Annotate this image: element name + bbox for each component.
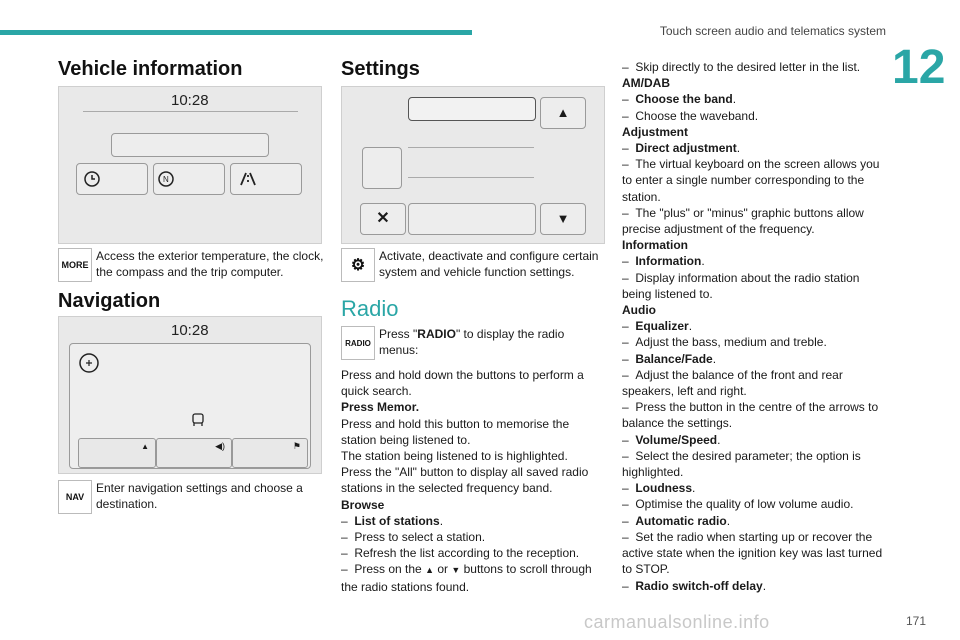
close-button[interactable] [360,203,406,235]
divider [408,177,534,178]
radio-heading: Radio [341,296,399,321]
radio-column [341,367,605,595]
scroll-up-button[interactable] [540,97,586,129]
watermark: carmanualsonline.info [584,612,770,632]
trip-computer-button[interactable] [230,163,302,195]
audio-title: Audio [622,303,656,318]
nav-icon: NAV [58,480,92,514]
list-item: – Set the radio when starting up or recover the active state when the ignition key was last turned to STOP. [622,529,883,577]
nav-voice-button[interactable] [156,438,232,468]
more-icon: MORE [58,248,92,282]
search-icon [74,348,104,378]
list-item: – Choose the waveband. [622,108,759,123]
list-item: – Balance/Fade. [622,351,717,366]
list-item: – Optimise the quality of low volume audio. [622,497,854,512]
settings-selected-item[interactable] [408,97,536,121]
list-item: – Press the button in the centre of the arrows to balance the settings. [622,400,879,431]
chapter-number: 12 [892,41,946,94]
clock-button[interactable] [76,163,148,195]
vehicle-info-heading: Vehicle information [58,58,243,80]
list-item: – Radio switch-off delay. [622,578,767,593]
settings-thumbnail [362,147,402,189]
list-item: – Loudness. [622,481,696,496]
quick-search-text: Press and hold down the buttons to perform a quick search. [341,368,584,399]
navigation-description: Enter navigation settings and choose a destination. [96,481,303,511]
flag-icon: ⚑ [292,441,301,451]
road-icon [231,164,301,194]
navigation-heading: Navigation [58,290,161,312]
divider [408,147,534,148]
list-item: – The "plus" or "minus" graphic buttons allow precise adjustment of the frequency. [622,205,864,237]
map-area[interactable] [69,343,311,469]
adjustment-title: Adjustment [622,124,688,139]
arrow-up-icon: ▲ [556,105,570,120]
settings-list-item[interactable] [408,203,536,235]
settings-heading: Settings [341,58,420,80]
header-title: Touch screen audio and telematics system [659,24,886,38]
settings-description: Activate, deactivate and configure certain system and vehicle function settings. [379,249,599,279]
gear-icon: ⚙ [341,248,375,282]
list-item: – Volume/Speed. [622,432,721,447]
right-column [622,59,888,594]
compass-icon [154,164,224,194]
list-item: – Automatic radio. [622,513,731,528]
list-item: – List of stations. [341,513,444,528]
arrow-up-icon: ▲ [425,565,434,576]
list-item: – The virtual keyboard on the screen allows you to enter a single number corresponding to the station. [622,157,880,204]
arrow-down-icon: ▼ [556,211,570,226]
vehicle-info-description: Access the exterior temperature, the clock, the compass and the trip computer. [96,249,324,279]
list-item: – Adjust the balance of the front and rear speakers, left and right. [622,367,843,399]
navigation-screen [58,316,322,474]
list-item: – Choose the band. [622,92,737,107]
scroll-down-button[interactable] [540,203,586,235]
header-accent-bar [0,30,472,35]
arrow-up-icon: ▲ [141,442,149,451]
radio-press-instruction: Press "RADIO" to display the radio menus: [379,327,565,357]
close-icon: ✕ [376,210,390,227]
browse-title: Browse [341,497,385,512]
list-item: – Adjust the bass, medium and treble. [622,335,827,350]
svg-text:N: N [163,175,169,184]
list-item: – Equalizer. [622,319,693,334]
list-item: – Skip directly to the desired letter in the list. [622,60,861,74]
list-item: – Select the desired parameter; the option is highlighted. [622,448,861,480]
list-item: – Direct adjustment. [622,141,741,156]
nav-destination-button[interactable] [232,438,308,468]
list-item: – Press on the ▲ or ▼ buttons to scroll through the radio stations found. [341,562,592,594]
nav-route-button[interactable] [78,438,156,468]
list-item: – Information. [622,254,705,269]
speaker-icon: ◀) [215,441,225,451]
clock-icon [77,164,147,194]
info-bar [111,133,269,157]
memor-text: The station being listened to is highlighted. [341,449,568,464]
memor-title: Press Memor. [341,400,420,415]
screen-clock: 10:28 [171,92,209,109]
list-item: – Refresh the list according to the reception. [341,546,580,561]
memor-text: Press the "All" button to display all saved radio stations in the selected frequency band. [341,465,589,496]
list-item: – Press to select a station. [341,530,486,545]
memor-text: Press and hold this button to memorise the station being listened to. [341,416,570,447]
amdab-title: AM/DAB [622,76,670,91]
vehicle-info-screen [58,86,322,244]
radio-icon: RADIO [341,326,375,360]
arrow-down-icon: ▼ [451,565,461,576]
screen-clock: 10:28 [171,322,209,339]
car-icon [190,412,206,428]
settings-screen [341,86,605,244]
information-title: Information [622,238,688,253]
divider [83,111,298,112]
page-number: 171 [905,614,926,628]
list-item: – Display information about the radio station being listened to. [622,270,860,301]
compass-button[interactable] [153,163,225,195]
